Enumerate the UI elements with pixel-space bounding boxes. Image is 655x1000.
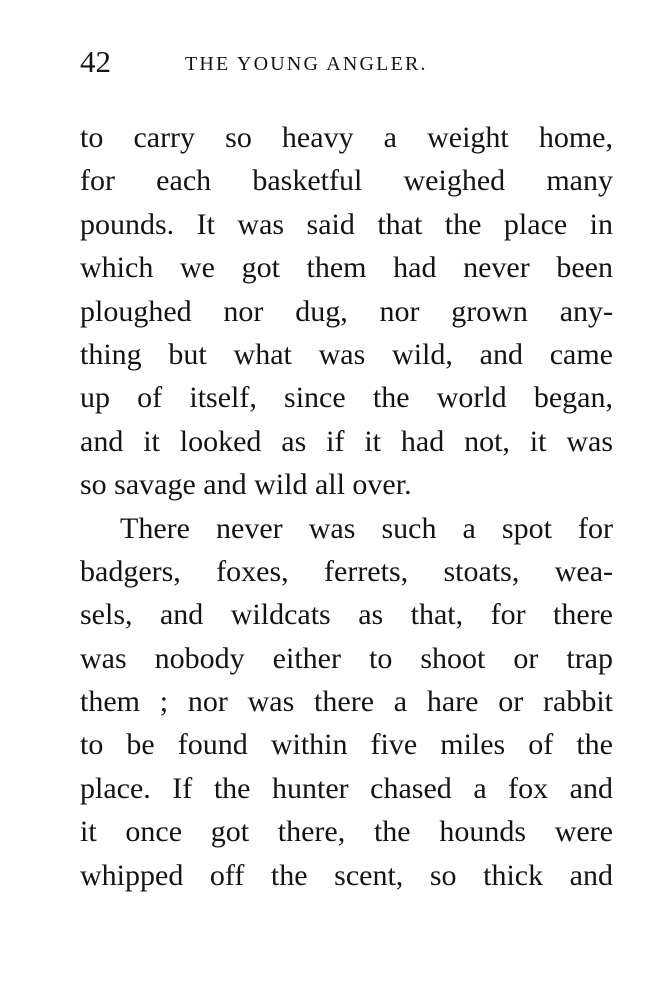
text-line: to carry so heavy a weight home,: [80, 121, 613, 154]
text-line: it once got there, the hounds were: [80, 815, 613, 849]
text-line: to be found within five miles of the: [80, 728, 613, 762]
text-line: whipped off the scent, so thick and: [80, 858, 613, 892]
paragraph-1: [80, 116, 613, 507]
running-title: THE YOUNG ANGLER.: [185, 53, 428, 75]
text-line: up of itself, since the world began,: [80, 381, 613, 415]
page-number: 42: [80, 44, 111, 79]
text-line: and it looked as if it had not, it was: [80, 424, 613, 458]
text-line: ploughed nor dug, nor grown any-: [80, 294, 613, 328]
text-line: so savage and wild all over.: [80, 468, 412, 502]
page-header: [80, 44, 610, 80]
text-line: them ; nor was there a hare or rabbit: [80, 685, 613, 719]
text-line: for each basketful weighed many: [80, 164, 613, 198]
text-line: There never was such a spot for: [120, 511, 613, 545]
text-line: pounds. It was said that the place in: [80, 207, 613, 241]
text-line: which we got them had never been: [80, 251, 613, 285]
paragraph-2: [80, 507, 613, 898]
text-line: badgers, foxes, ferrets, stoats, wea-: [80, 554, 613, 588]
text-line: thing but what was wild, and came: [80, 337, 613, 371]
text-line: was nobody either to shoot or trap: [80, 641, 613, 675]
body-text: [80, 116, 613, 897]
text-line: sels, and wildcats as that, for there: [80, 598, 613, 632]
text-line: place. If the hunter chased a fox and: [80, 771, 613, 805]
